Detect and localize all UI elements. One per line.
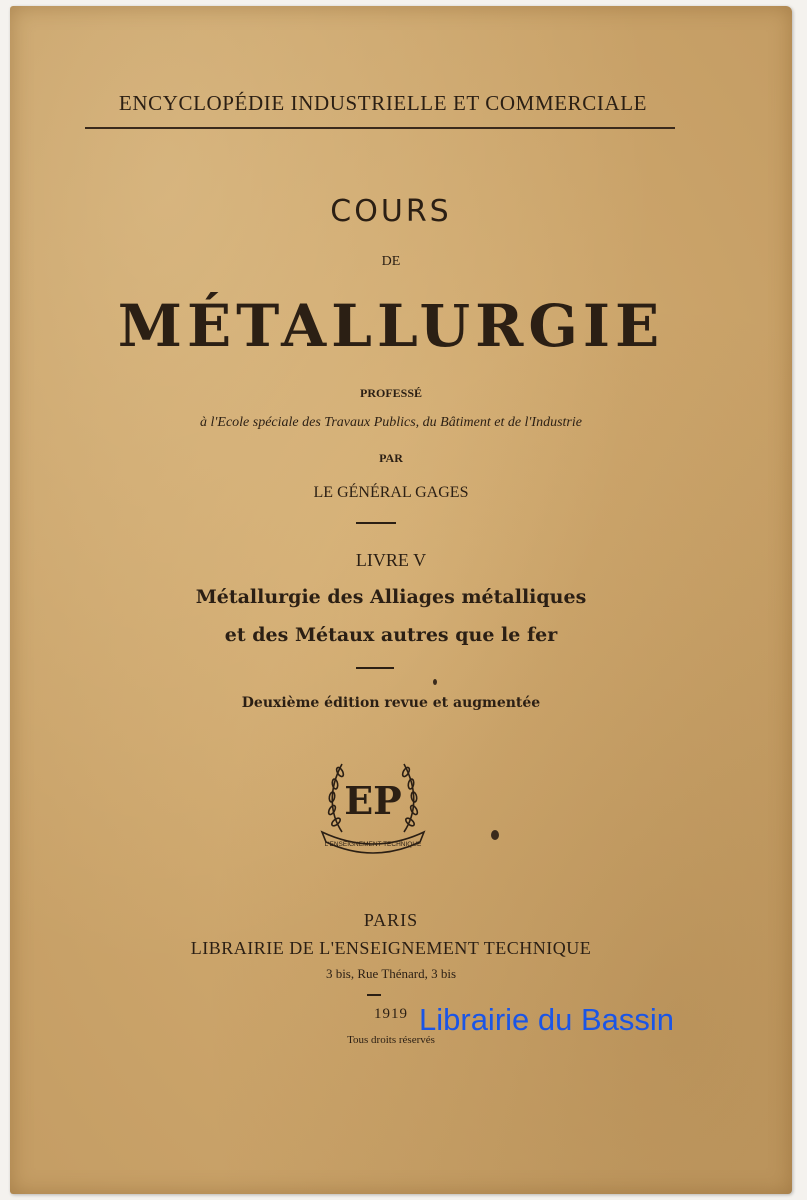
publisher-address: 3 bis, Rue Thénard, 3 bis bbox=[325, 966, 457, 981]
publication-year: 1919 bbox=[374, 1006, 408, 1022]
edition-line: Deuxième édition revue et augmentée bbox=[241, 695, 541, 711]
ink-spot bbox=[433, 679, 437, 685]
series-title: ENCYCLOPÉDIE INDUSTRIELLE ET COMMERCIALE bbox=[118, 91, 648, 115]
par-label: PAR bbox=[379, 451, 403, 465]
divider-rule bbox=[356, 522, 396, 524]
publisher-name: LIBRAIRIE DE L'ENSEIGNEMENT TECHNIQUE bbox=[190, 938, 592, 958]
rights-notice: Tous droits réservés bbox=[347, 1034, 435, 1046]
subtitle-line-2: et des Métaux autres que le fer bbox=[224, 624, 558, 646]
city: PARIS bbox=[363, 910, 419, 930]
de-word: DE bbox=[381, 254, 401, 269]
book-title: MÉTALLURGIE bbox=[117, 292, 665, 360]
subtitle-line-1: Métallurgie des Alliages métalliques bbox=[195, 586, 587, 608]
volume-label: LIVRE V bbox=[355, 550, 427, 570]
author-name: LE GÉNÉRAL GAGES bbox=[313, 484, 469, 501]
professe-label: PROFESSÉ bbox=[359, 386, 422, 400]
school-line: à l'Ecole spéciale des Travaux Publics, du Bâtiment et de l'Industrie bbox=[200, 415, 582, 430]
divider-rule bbox=[367, 994, 381, 996]
divider-rule bbox=[356, 667, 394, 669]
ink-spot bbox=[491, 830, 499, 840]
series-rule bbox=[85, 127, 675, 129]
publisher-emblem-icon bbox=[312, 752, 434, 854]
emblem-ribbon-text: L'ENSEIGNEMENT TECHNIQUE bbox=[324, 841, 422, 848]
cours-heading: COURS bbox=[330, 194, 452, 229]
emblem-monogram: EP bbox=[344, 778, 402, 823]
seller-watermark: Librairie du Bassin bbox=[419, 1002, 675, 1037]
book-cover bbox=[10, 6, 792, 1194]
